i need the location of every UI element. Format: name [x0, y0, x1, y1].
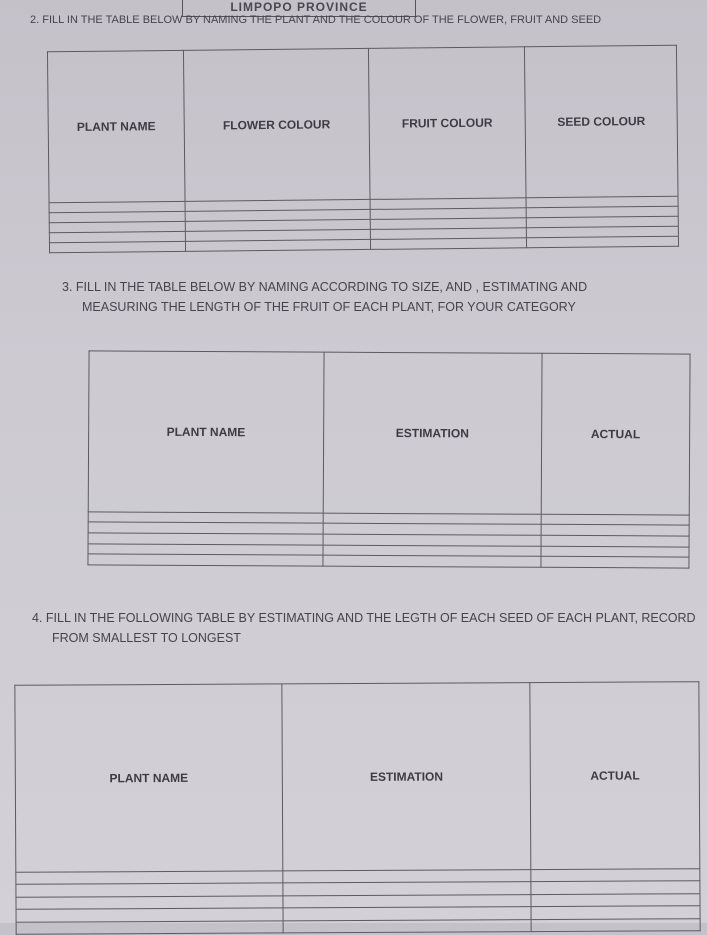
table-cell[interactable]	[541, 514, 689, 525]
column-header: FRUIT COLOUR	[368, 47, 526, 199]
table-cell[interactable]	[541, 524, 689, 535]
table-cell[interactable]	[541, 557, 689, 569]
table-cell[interactable]	[541, 535, 689, 546]
table-question-2	[47, 45, 679, 254]
table-header-row	[47, 45, 678, 202]
table-cell[interactable]	[185, 239, 370, 251]
table-cell[interactable]	[527, 236, 679, 248]
table-cell[interactable]	[531, 881, 700, 894]
table-cell[interactable]	[531, 906, 700, 919]
column-header: ACTUAL	[541, 353, 690, 514]
table-header-row	[15, 682, 700, 872]
table-cell[interactable]	[323, 555, 541, 567]
province-header: LIMPOPO PROVINCE	[182, 0, 416, 17]
table-cell[interactable]	[88, 554, 323, 566]
table-cell[interactable]	[531, 918, 700, 931]
question-2: 2. FILL IN THE TABLE BELOW BY NAMING THE PLANT AND THE COLOUR OF THE FLOWER, FRUIT AND SEED	[30, 14, 602, 26]
table-row	[16, 918, 700, 934]
table-header-row	[88, 351, 690, 515]
question-4: 4. FILL IN THE FOLLOWING TABLE BY ESTIMATING AND THE LEGTH OF EACH SEED OF EACH PLANT, RECORD FROM SMALLEST TO LONGEST	[32, 611, 696, 645]
table-question-3	[87, 350, 690, 568]
table-cell[interactable]	[531, 868, 700, 881]
column-header: ACTUAL	[530, 682, 700, 870]
column-header: PLANT NAME	[88, 351, 323, 513]
column-header: SEED COLOUR	[525, 45, 678, 197]
table-cell[interactable]	[49, 241, 185, 252]
column-header: FLOWER COLOUR	[183, 48, 369, 201]
table-cell[interactable]	[541, 546, 689, 557]
table-cell[interactable]	[531, 893, 700, 906]
table-row	[88, 554, 689, 568]
table-question-4	[14, 681, 700, 935]
question-3: 3. FILL IN THE TABLE BELOW BY NAMING ACCORDING TO SIZE, AND , ESTIMATING AND MEASURING THE LENGTH OF THE FRUIT OF EACH PLANT, FOR YOUR CATEGORY	[62, 280, 588, 314]
table-cell[interactable]	[16, 920, 283, 934]
column-header: ESTIMATION	[282, 683, 531, 871]
column-header: ESTIMATION	[323, 352, 542, 514]
column-header: PLANT NAME	[15, 684, 283, 872]
column-header: PLANT NAME	[47, 50, 184, 202]
table-cell[interactable]	[283, 919, 531, 933]
table-cell[interactable]	[370, 238, 526, 250]
